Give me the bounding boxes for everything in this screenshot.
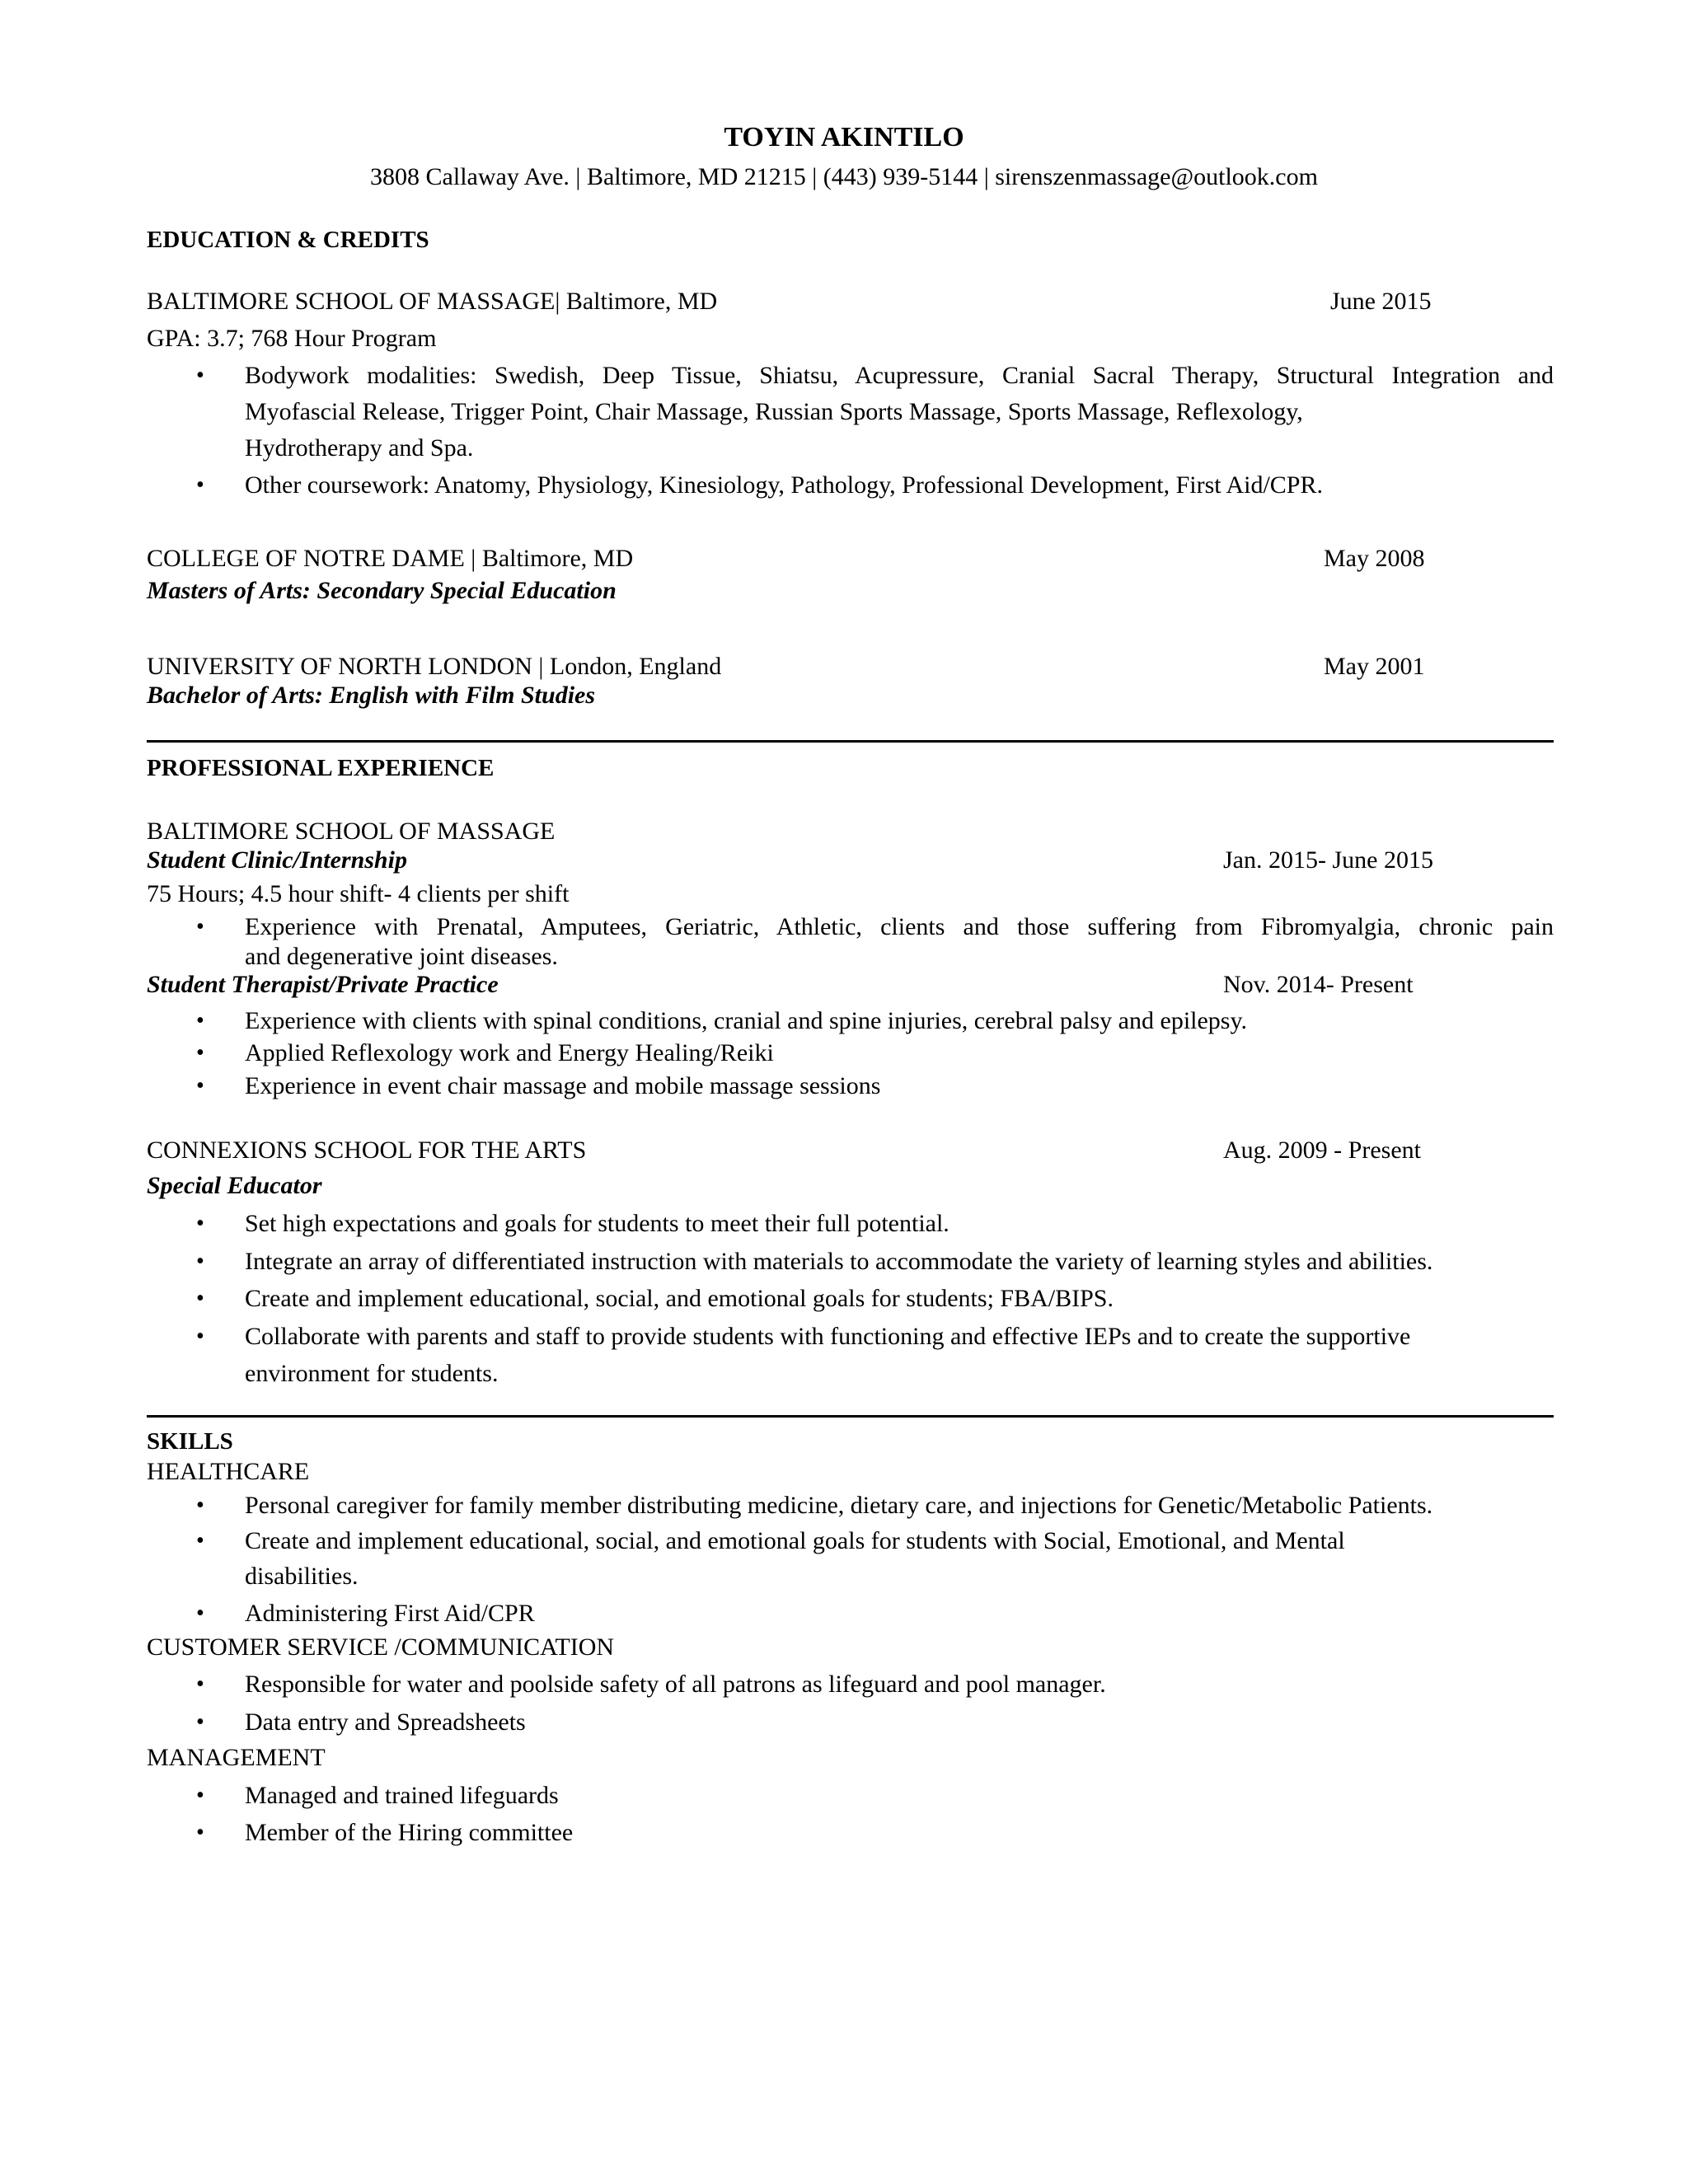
practice-bullet-1: Experience with clients with spinal conditions, cranial and spine injuries, cerebral palsy and epilepsy. bbox=[245, 1007, 1248, 1034]
education-heading: EDUCATION & CREDITS bbox=[147, 227, 429, 253]
role-special-educator: Special Educator bbox=[147, 1172, 322, 1199]
bodywork-line-2: Myofascial Release, Trigger Point, Chair Massage, Russian Sports Massage, Sports Massage, Reflexology, bbox=[245, 398, 1303, 425]
bullet-glyph: • bbox=[196, 363, 204, 388]
educator-bullet-3: Create and implement educational, social, and emotional goals for students; FBA/BIPS. bbox=[245, 1285, 1114, 1312]
experience-heading: PROFESSIONAL EXPERIENCE bbox=[147, 755, 495, 781]
service-item-1: Responsible for water and poolside safety of all patrons as lifeguard and pool manager. bbox=[245, 1671, 1106, 1698]
bullet-glyph: • bbox=[196, 1601, 204, 1626]
clinic-bullet-line-1: Experience with Prenatal, Amputees, Geriatric, Athletic, clients and those suffering from Fibromyalgia, chronic pain bbox=[245, 913, 1554, 940]
date-connexions: Aug. 2009 - Present bbox=[1223, 1137, 1421, 1164]
skills-category-healthcare: HEALTHCARE bbox=[147, 1458, 310, 1485]
date-clinic: Jan. 2015- June 2015 bbox=[1223, 846, 1433, 874]
contact-line: 3808 Callaway Ave. | Baltimore, MD 21215 | (443) 939-5144 | sirenszenmassage@outlook.com bbox=[370, 163, 1318, 190]
bullet-glyph: • bbox=[196, 1249, 204, 1274]
org-connexions: CONNEXIONS SCHOOL FOR THE ARTS bbox=[147, 1137, 587, 1164]
degree-bachelors: Bachelor of Arts: English with Film Studies bbox=[147, 682, 596, 709]
bullet-glyph: • bbox=[196, 1324, 204, 1349]
bodywork-line-3: Hydrotherapy and Spa. bbox=[245, 434, 474, 462]
healthcare-item-1: Personal caregiver for family member distributing medicine, dietary care, and injections for Genetic/Metabolic Patients. bbox=[245, 1492, 1433, 1519]
role-student-clinic: Student Clinic/Internship bbox=[147, 846, 407, 874]
skills-category-customer-service: CUSTOMER SERVICE /COMMUNICATION bbox=[147, 1633, 615, 1661]
clinic-hours: 75 Hours; 4.5 hour shift- 4 clients per shift bbox=[147, 880, 570, 907]
candidate-name: TOYIN AKINTILO bbox=[724, 122, 964, 152]
degree-masters: Masters of Arts: Secondary Special Education bbox=[147, 577, 617, 604]
bullet-glyph: • bbox=[196, 1073, 204, 1099]
bullet-glyph: • bbox=[196, 1528, 204, 1554]
skills-heading: SKILLS bbox=[147, 1428, 233, 1455]
educator-bullet-2: Integrate an array of differentiated instruction with materials to accommodate the variety of learning styles and abilities. bbox=[245, 1248, 1433, 1275]
bullet-glyph: • bbox=[196, 1040, 204, 1066]
skills-category-management: MANAGEMENT bbox=[147, 1744, 326, 1771]
section-divider bbox=[147, 1415, 1554, 1418]
coursework-line: Other coursework: Anatomy, Physiology, Kinesiology, Pathology, Professional Development, First Aid/CPR. bbox=[245, 471, 1323, 499]
date-may-2008: May 2008 bbox=[1324, 545, 1425, 572]
section-divider bbox=[147, 740, 1554, 743]
bullet-glyph: • bbox=[196, 914, 204, 940]
management-item-1: Managed and trained lifeguards bbox=[245, 1782, 559, 1809]
school-baltimore-massage: BALTIMORE SCHOOL OF MASSAGE| Baltimore, MD bbox=[147, 288, 718, 315]
school-notre-dame: COLLEGE OF NOTRE DAME | Baltimore, MD bbox=[147, 545, 634, 572]
bodywork-line-1: Bodywork modalities: Swedish, Deep Tissue, Shiatsu, Acupressure, Cranial Sacral Therapy, Structural Integration and bbox=[245, 362, 1554, 389]
role-private-practice: Student Therapist/Private Practice bbox=[147, 971, 499, 998]
bullet-glyph: • bbox=[196, 472, 204, 498]
management-item-2: Member of the Hiring committee bbox=[245, 1819, 574, 1846]
bullet-glyph: • bbox=[196, 1211, 204, 1236]
practice-bullet-2: Applied Reflexology work and Energy Healing/Reiki bbox=[245, 1039, 774, 1066]
healthcare-item-2-line-2: disabilities. bbox=[245, 1563, 359, 1590]
bullet-glyph: • bbox=[196, 1820, 204, 1845]
clinic-bullet-line-2: and degenerative joint diseases. bbox=[245, 943, 558, 970]
date-private-practice: Nov. 2014- Present bbox=[1223, 971, 1414, 998]
educator-bullet-4-line-1: Collaborate with parents and staff to provide students with functioning and effective IEPs and to create the supportive bbox=[245, 1323, 1411, 1350]
org-baltimore-massage: BALTIMORE SCHOOL OF MASSAGE bbox=[147, 818, 556, 845]
healthcare-item-3: Administering First Aid/CPR bbox=[245, 1600, 535, 1627]
gpa-line: GPA: 3.7; 768 Hour Program bbox=[147, 325, 437, 352]
date-june-2015: June 2015 bbox=[1330, 288, 1432, 315]
bullet-glyph: • bbox=[196, 1286, 204, 1311]
service-item-2: Data entry and Spreadsheets bbox=[245, 1708, 526, 1736]
bullet-glyph: • bbox=[196, 1493, 204, 1518]
educator-bullet-4-line-2: environment for students. bbox=[245, 1360, 499, 1387]
school-north-london: UNIVERSITY OF NORTH LONDON | London, England bbox=[147, 653, 722, 680]
healthcare-item-2-line-1: Create and implement educational, social, and emotional goals for students with Social, Emotional, and Mental bbox=[245, 1527, 1345, 1554]
educator-bullet-1: Set high expectations and goals for students to meet their full potential. bbox=[245, 1210, 950, 1237]
bullet-glyph: • bbox=[196, 1783, 204, 1808]
bullet-glyph: • bbox=[196, 1709, 204, 1735]
date-may-2001: May 2001 bbox=[1324, 653, 1425, 680]
bullet-glyph: • bbox=[196, 1008, 204, 1033]
practice-bullet-3: Experience in event chair massage and mobile massage sessions bbox=[245, 1072, 881, 1099]
bullet-glyph: • bbox=[196, 1671, 204, 1697]
